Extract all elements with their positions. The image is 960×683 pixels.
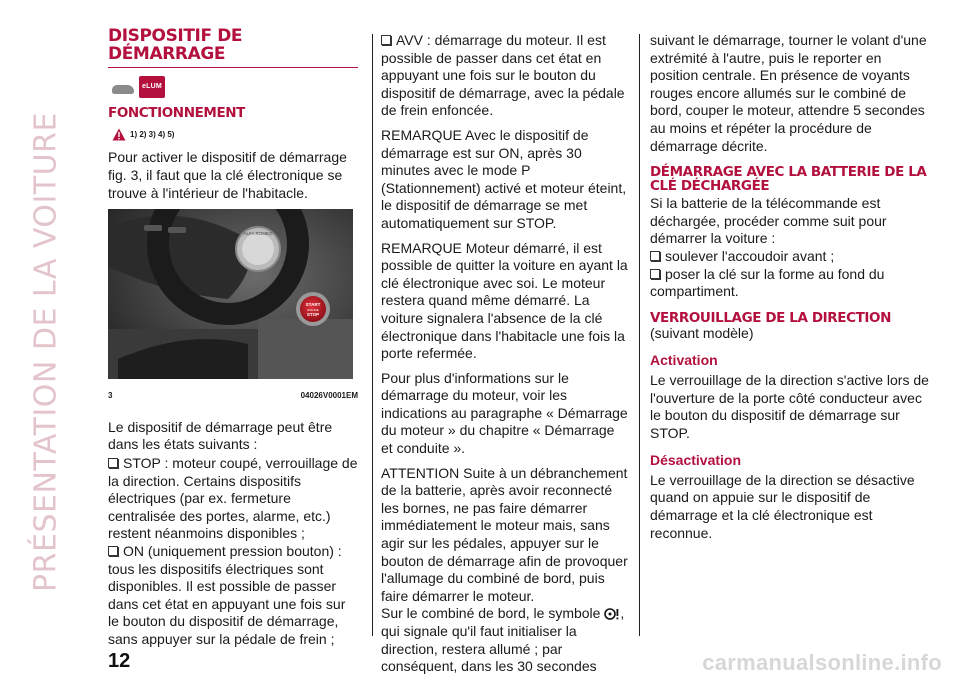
- warning-triangle-icon: [112, 128, 126, 141]
- symbol-paragraph: Sur le combiné de bord, le symbole , qui signale qu'il faut initialiser la direction, restera allumé ; par conséquent, dans les 30 secondes: [381, 605, 625, 675]
- info-paragraph: Pour plus d'informations sur le démarrage du moteur, voir les indications au paragraphe « Démarrage du moteur » du chapitre « Démarrage et conduite ».: [381, 369, 628, 457]
- bullet-stop: STOP : moteur coupé, verrouillage de la direction. Certains dispositifs électriques (par ex. fermeture centralisée des portes, alarme, etc.) restent néanmoins disponibles ;: [108, 454, 358, 542]
- procedure-paragraph: suivant le démarrage, tourner le volant d'une extrémité à l'autre, puis le reporter en position centrale. En présence de voyants rouges encore allumés sur le combiné de bord, couper le moteur, attendre 5 secondes au moins et répéter la procédure de démarrage décrite.: [650, 32, 927, 154]
- battery-paragraph: Si la batterie de la télécommande est déchargée, procéder comme suit pour démarrer la voiture :: [650, 195, 887, 247]
- intro-paragraph: Pour activer le dispositif de démarrage fig. 3, il faut que la clé électronique se trouve à l'intérieur de l'habitacle.: [108, 149, 347, 201]
- stop-label: STOP: [306, 312, 320, 318]
- subheading-activation: Activation: [650, 352, 718, 369]
- figure-3-start-button-photo: [108, 209, 353, 379]
- column-divider: [372, 34, 373, 636]
- figure-caption: [108, 387, 358, 405]
- watermark: carmanualsonline.info: [702, 650, 942, 675]
- bullet-box-icon: [108, 458, 118, 468]
- column-2: [381, 32, 629, 683]
- activation-paragraph: Le verrouillage de la direction s'active lors de l'ouverture de la porte côté conducteur avec le bouton du dispositif de démarrage sur STOP.: [650, 371, 929, 441]
- page-title: DISPOSITIF DE DÉMARRAGE: [108, 28, 358, 68]
- section-heading-fonctionnement: FONCTIONNEMENT: [108, 104, 245, 121]
- column-3: [650, 32, 932, 549]
- figure-number: 3: [108, 391, 113, 401]
- bullet-on: ON (uniquement pression bouton) : tous les dispositifs électriques sont disponibles. Il est possible de passer dans cet état en appuyant une fois sur le bouton du dispositif de démarrage, sans appuyer sur la pédale de frein ;: [108, 542, 346, 647]
- remark-paragraph-1: REMARQUE Avec le dispositif de démarrage est sur ON, après 30 minutes avec le mode P (Stationnement) activé et moteur éteint, le dispositif de démarrage se met automatiquement sur STOP.: [381, 126, 627, 231]
- column-1: [108, 28, 358, 648]
- bullet-box-icon: [381, 35, 391, 45]
- bullet-box-icon: [108, 546, 118, 556]
- section-heading-battery: DÉMARRAGE AVEC LA BATTERIE DE LA CLÉ DÉCHARGÉE: [650, 164, 927, 195]
- page-number: 12: [108, 650, 131, 672]
- warning-references: [112, 126, 358, 144]
- section-heading-steering-lock: VERROUILLAGE DE LA DIRECTION: [650, 309, 892, 326]
- subheading-deactivation: Désactivation: [650, 452, 742, 469]
- steering-warning-icon: [604, 607, 620, 621]
- column-divider: [639, 34, 640, 636]
- remark-paragraph-2: REMARQUE Moteur démarré, il est possible de quitter la voiture en ayant la clé électronique avec soi. Le moteur restera quand même démarré. La voiture signalera l'absence de la clé électronique dans l'habitacle une fois la porte refermée.: [381, 239, 628, 362]
- engine-label: ENGINE: [307, 308, 319, 313]
- figure-logo-text: ALFA ROMEO: [243, 231, 273, 237]
- bullet-armrest: soulever l'accoudoir avant ;: [650, 248, 932, 266]
- car-icon: [112, 85, 134, 94]
- steering-lock-note: (suivant modèle): [650, 324, 754, 341]
- states-intro: Le dispositif de démarrage peut être dans les états suivants :: [108, 418, 333, 453]
- warning-ref-numbers: 1) 2) 3) 4) 5): [130, 129, 175, 139]
- bullet-key: poser la clé sur la forme au fond du compartiment.: [650, 265, 885, 300]
- version-badge-row: [112, 76, 358, 98]
- bullet-avv: AVV : démarrage du moteur. Il est possible de passer dans cet état en appuyant une fois sur le bouton du dispositif de démarrage, avec la pédale de frein enfoncée.: [381, 32, 625, 119]
- deactivation-paragraph: Le verrouillage de la direction se désactive quand on appuie sur le dispositif de démarrage et la clé électronique est reconnue.: [650, 471, 915, 541]
- elum-badge: eLUM: [139, 76, 165, 98]
- figure-code: 04026V0001EM: [300, 391, 358, 401]
- bullet-box-icon: [650, 269, 660, 279]
- start-label: START: [305, 302, 321, 308]
- attention-paragraph: ATTENTION Suite à un débranchement de la batterie, après avoir reconnecté les bornes, ne pas faire démarrer immédiatement le moteur mais, sans agir sur les pédales, appuyer sur le bouton de démarrage afin de provoquer l'allumage du combiné de bord, puis faire démarrer le moteur.: [381, 464, 628, 604]
- bullet-box-icon: [650, 251, 660, 261]
